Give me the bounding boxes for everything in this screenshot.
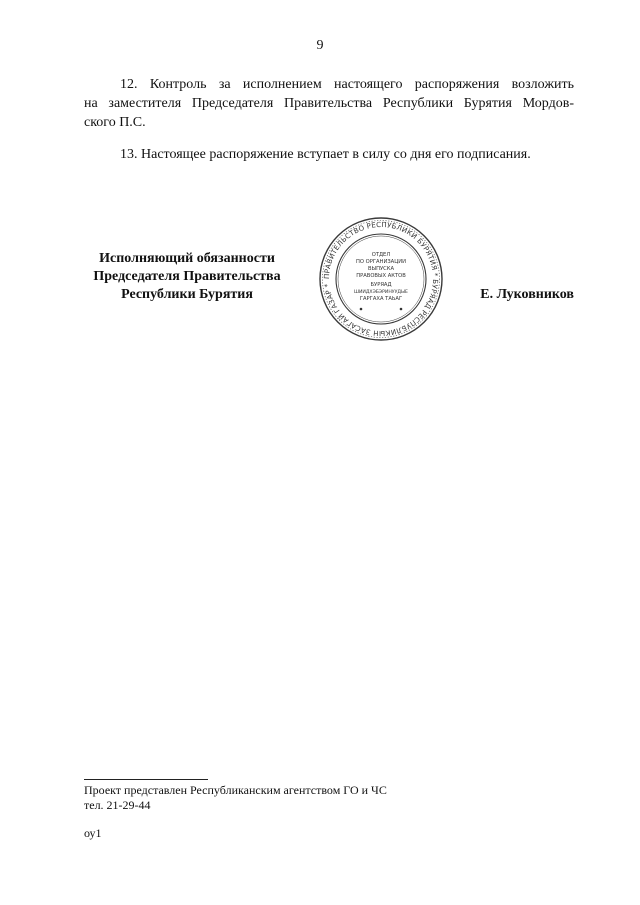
stamp-outer-text: ПРАВИТЕЛЬСТВО РЕСПУБЛИКИ БУРЯТИЯ * БУРЯАД РЕСПУБЛИКЫН ЗАСАГАЙ ГАЗАР * <box>322 220 440 338</box>
stamp-inner-line-4: ПРАВОВЫХ АКТОВ <box>356 273 406 279</box>
stamp-inner-line-2: ПО ОРГАНИЗАЦИИ <box>355 259 407 265</box>
paragraph-13 <box>84 145 574 164</box>
page-number: 9 <box>316 38 324 53</box>
stamp-inner-line-7: ГАРГАХА ТАЬАГ <box>359 296 403 302</box>
footnote-divider <box>84 779 208 780</box>
signatory-title-line-1: Исполняющий обязанности <box>99 251 275 266</box>
stamp-inner-line-1: ОТДЕЛ <box>371 252 391 258</box>
footnote <box>84 783 387 813</box>
stamp-inner-line-3: ВЫПУСКА <box>367 266 395 272</box>
signatory-title-line-3: Республики Бурятия <box>121 287 253 302</box>
document-code: оу1 <box>84 826 102 840</box>
stamp-inner-line-6: ШИИДХЭБЭРИНУУДЫЕ <box>354 290 408 295</box>
signer-name: Е. Луковников <box>480 287 574 302</box>
footnote-line-2: тел. 21-29-44 <box>84 798 151 812</box>
paragraph-12 <box>84 75 574 132</box>
paragraph-12-line-3: ского П.С. <box>84 115 146 130</box>
paragraph-12-line-1: 12. Контроль за исполнением настоящего распоряжения возложить <box>120 77 574 92</box>
stamp-inner-line-5: БУРЯАД <box>370 282 392 288</box>
footnote-line-1: Проект представлен Республиканским агентством ГО и ЧС <box>84 783 387 797</box>
paragraph-13-text: 13. Настоящее распоряжение вступает в силу со дня его подписания. <box>120 147 531 162</box>
official-seal-stamp <box>318 216 444 342</box>
signatory-title-line-2: Председателя Правительства <box>93 269 281 284</box>
paragraph-12-line-2: на заместителя Председателя Правительства Республики Бурятия Мордов- <box>84 96 574 111</box>
signatory-title <box>60 250 314 304</box>
